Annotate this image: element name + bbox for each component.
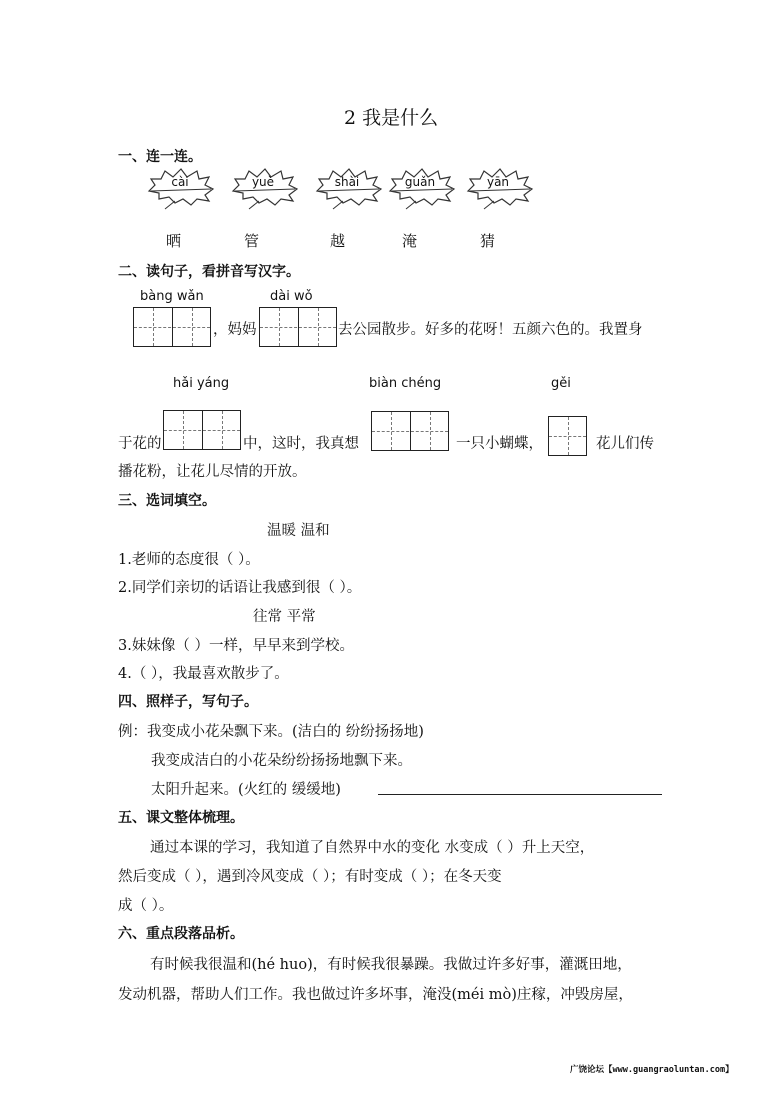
- sentence-text: 去公园散步。好多的花呀！五颜六色的。我置身: [338, 322, 643, 338]
- fill-question: 2.同学们亲切的话语让我感到很（ ）。: [118, 580, 362, 596]
- leaf-pinyin: cài: [171, 175, 189, 189]
- leaf-pinyin: yuè: [251, 175, 275, 189]
- section-5-heading: 五、课文整体梳理。: [118, 810, 244, 826]
- pinyin-label: hǎi yáng: [173, 376, 230, 391]
- match-char: 淹: [402, 232, 418, 250]
- section-2-heading: 二、读句子，看拼音写汉字。: [118, 264, 300, 280]
- section-1-heading: 一、连一连。: [118, 149, 202, 165]
- paragraph-line: 发动机器，帮助人们工作。我也做过许多坏事，淹没(méi mò)庄稼，冲毁房屋，: [118, 987, 633, 1003]
- leaf-pinyin: yān: [486, 175, 510, 189]
- match-char: 猜: [480, 232, 496, 250]
- match-char: 管: [244, 232, 260, 250]
- sentence-text: 播花粉，让花儿尽情的开放。: [118, 464, 307, 480]
- footer-watermark: 广饶论坛【www.guangraoluntan.com】: [570, 1065, 734, 1075]
- leaf-pinyin: shài: [334, 175, 360, 189]
- example-sentence: 例：我变成小花朵飘下来。(洁白的 纷纷扬扬地): [118, 724, 424, 740]
- paragraph-line: 有时候我很温和(hé huo)，有时候我很暴躁。我做过许多好事，灌溉田地，: [150, 957, 632, 973]
- sentence-text: 中，这时，我真想: [243, 436, 359, 452]
- writing-grid[interactable]: [371, 411, 449, 451]
- sentence-text: ，妈妈: [213, 322, 257, 338]
- example-answer: 我变成洁白的小花朵纷纷扬扬地飘下来。: [151, 753, 412, 769]
- writing-grid[interactable]: [259, 307, 337, 347]
- match-char: 晒: [166, 232, 182, 250]
- word-choices: 往常 平常: [253, 609, 316, 625]
- sentence-text: 花儿们传: [596, 436, 654, 452]
- pinyin-label: dài wǒ: [270, 289, 313, 304]
- rewrite-question: 太阳升起来。(火红的 缓缓地): [151, 782, 341, 798]
- leaf-pinyin: guǎn: [404, 175, 436, 189]
- section-4-heading: 四、照样子，写句子。: [118, 694, 258, 710]
- paragraph-line: 然后变成（ ），遇到冷风变成（ ）；有时变成（ ）；在冬天变: [118, 869, 502, 885]
- section-3-heading: 三、选词填空。: [118, 493, 216, 509]
- pinyin-label: bàng wǎn: [140, 289, 204, 304]
- paragraph-line: 通过本课的学习，我知道了自然界中水的变化 水变成（ ）升上天空，: [150, 840, 595, 856]
- fill-question: 1.老师的态度很（ ）。: [118, 552, 260, 568]
- writing-grid[interactable]: [163, 410, 241, 450]
- match-char: 越: [330, 232, 346, 250]
- section-6-heading: 六、重点段落品析。: [118, 926, 244, 942]
- answer-line[interactable]: [378, 794, 662, 795]
- fill-question: 4.（ ），我最喜欢散步了。: [118, 666, 289, 682]
- writing-grid[interactable]: [133, 307, 211, 347]
- page-title: 2 我是什么: [344, 107, 439, 129]
- pinyin-label: gěi: [551, 376, 571, 391]
- pinyin-label: biàn chéng: [369, 376, 442, 391]
- sentence-text: 一只小蝴蝶，: [456, 436, 543, 452]
- fill-question: 3.妹妹像（ ）一样，早早来到学校。: [118, 638, 354, 654]
- paragraph-line: 成（ ）。: [118, 898, 174, 914]
- writing-grid[interactable]: [548, 416, 587, 456]
- word-choices: 温暖 温和: [267, 523, 330, 539]
- sentence-text: 于花的: [118, 436, 162, 452]
